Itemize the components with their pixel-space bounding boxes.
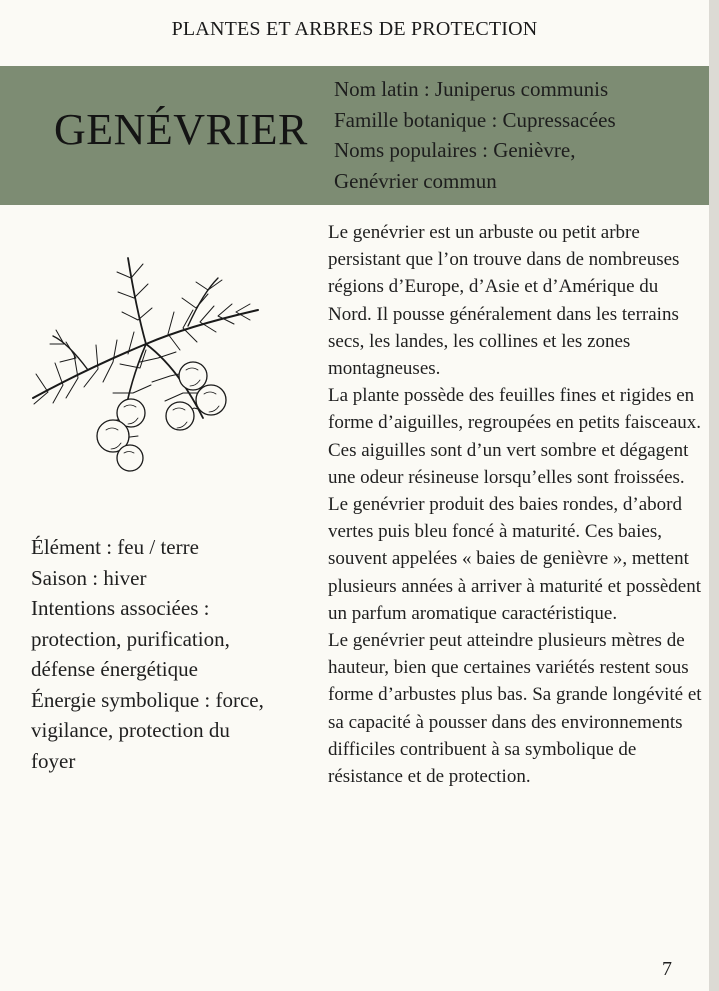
attr-intentions-label: Intentions associées :: [31, 596, 210, 620]
juniper-branch-icon: [28, 248, 278, 488]
attr-element: Élément : feu / terre: [31, 535, 199, 559]
meta-family: Famille botanique : Cupressacées: [334, 107, 616, 132]
meta-common-names: Noms populaires : Genièvre,: [334, 138, 576, 162]
plant-meta: [334, 74, 704, 196]
page-header: PLANTES ET ARBRES DE PROTECTION: [171, 18, 538, 40]
description-paragraph: La plante possède des feuilles fines et rigides en forme d’aiguilles, regroupées en petits faisceaux. Ces aiguilles sont d’un vert sombre et dégagent une odeur résineuse lorsqu’elles sont froissées.: [328, 385, 701, 488]
plant-attributes: [31, 532, 321, 776]
plant-title: GENÉVRIER: [54, 105, 308, 154]
attr-energy: Énergie symbolique : force,: [31, 687, 264, 712]
attr-intentions-1: protection, purification,: [31, 626, 230, 651]
attr-season: Saison : hiver: [31, 565, 147, 590]
page-edge: [709, 0, 719, 991]
plant-description: [328, 219, 706, 790]
attr-energy-cont-2: foyer: [31, 748, 76, 773]
attr-energy-cont: vigilance, protection du: [31, 718, 230, 742]
meta-common-names-cont: Genévrier commun: [334, 168, 497, 193]
description-paragraph: Le genévrier peut atteindre plusieurs mètres de hauteur, bien que certaines variétés restent sous forme d’arbustes plus bas. Sa grande longévité et sa capacité à pousser dans des environnements difficiles contribuent à sa symbolique de résistance et de protection.: [328, 630, 702, 788]
description-paragraph: Le genévrier produit des baies rondes, d’abord vertes puis bleu foncé à maturité. Ces baies, souvent appelées « baies de genièvre », mettent plusieurs années à arriver à maturité et possèdent un parfum aromatique caractéristique.: [328, 494, 701, 624]
description-paragraph: Le genévrier est un arbuste ou petit arbre persistant que l’on trouve dans de nombreuses régions d’Europe, d’Asie et d’Amérique du Nord. Il pousse généralement dans les terrains secs, les landes, les collines et les zones montagneuses.: [328, 222, 680, 380]
page-number: 7: [662, 958, 672, 980]
meta-latin-name: Nom latin : Juniperus communis: [334, 77, 609, 101]
attr-intentions-2: défense énergétique: [31, 657, 198, 681]
